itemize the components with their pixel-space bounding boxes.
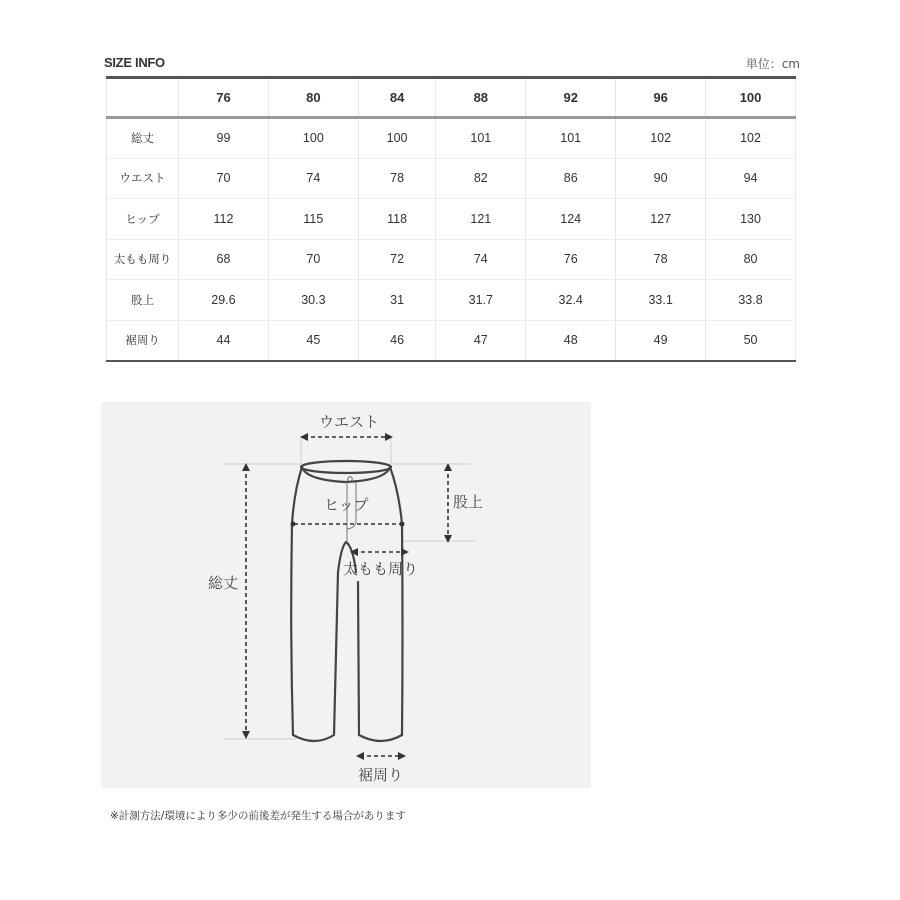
table-cell: 45 (268, 320, 358, 361)
table-cell: 100 (268, 118, 358, 159)
table-cell: 50 (706, 320, 796, 361)
table-cell: 47 (436, 320, 526, 361)
table-cell: 32.4 (526, 280, 616, 321)
table-cell: 102 (706, 118, 796, 159)
table-cell: 121 (436, 199, 526, 240)
hem-label: 裾周り (358, 766, 404, 784)
table-cell: 101 (526, 118, 616, 159)
unit-label: 単位：cm (745, 57, 800, 71)
table-cell: 86 (526, 158, 616, 199)
table-header-cell (107, 78, 179, 118)
table-cell: 78 (358, 158, 436, 199)
table-cell: 99 (179, 118, 269, 159)
table-cell: 94 (706, 158, 796, 199)
table-cell: 118 (358, 199, 436, 240)
table-cell: 74 (268, 158, 358, 199)
size-table (106, 76, 796, 362)
table-cell: 101 (436, 118, 526, 159)
table-row (107, 239, 796, 280)
table-cell: 115 (268, 199, 358, 240)
table-cell: 48 (526, 320, 616, 361)
table-cell: 72 (358, 239, 436, 280)
table-cell: 70 (268, 239, 358, 280)
table-header-cell: 92 (526, 78, 616, 118)
row-label: 股上 (107, 280, 179, 321)
table-cell: 70 (179, 158, 269, 199)
thigh-label: 太もも周り (343, 560, 419, 578)
table-header-cell: 88 (436, 78, 526, 118)
table-cell: 29.6 (179, 280, 269, 321)
hip-label: ヒップ (324, 496, 369, 514)
table-row (107, 158, 796, 199)
table-row (107, 320, 796, 361)
row-label: 総丈 (107, 118, 179, 159)
table-cell: 112 (179, 199, 269, 240)
table-header-cell: 100 (706, 78, 796, 118)
rise-label: 股上 (453, 493, 484, 511)
total-length-label: 総丈 (208, 574, 239, 592)
size-info-header (104, 55, 800, 75)
table-header-cell: 80 (268, 78, 358, 118)
table-cell: 44 (179, 320, 269, 361)
table-cell: 80 (706, 239, 796, 280)
table-row (107, 280, 796, 321)
table-cell: 102 (616, 118, 706, 159)
table-cell: 76 (526, 239, 616, 280)
table-cell: 31.7 (436, 280, 526, 321)
pants-outline-icon (101, 402, 591, 788)
table-cell: 78 (616, 239, 706, 280)
table-cell: 127 (616, 199, 706, 240)
row-label: ウエスト (107, 158, 179, 199)
table-cell: 49 (616, 320, 706, 361)
table-cell: 46 (358, 320, 436, 361)
table-cell: 33.1 (616, 280, 706, 321)
row-label: 太もも周り (107, 239, 179, 280)
table-cell: 30.3 (268, 280, 358, 321)
table-cell: 130 (706, 199, 796, 240)
table-header-cell: 84 (358, 78, 436, 118)
row-label: ヒップ (107, 199, 179, 240)
table-header-row (107, 78, 796, 118)
table-cell: 33.8 (706, 280, 796, 321)
table-cell: 124 (526, 199, 616, 240)
table-cell: 68 (179, 239, 269, 280)
waist-label: ウエスト (319, 413, 380, 431)
table-cell: 31 (358, 280, 436, 321)
size-info-title: SIZE INFO (104, 55, 165, 70)
pants-measurement-diagram (101, 402, 591, 788)
table-row (107, 199, 796, 240)
table-header-cell: 96 (616, 78, 706, 118)
table-row (107, 118, 796, 159)
measurement-note: ※計測方法/環境により多少の前後差が発生する場合があります (110, 810, 406, 822)
row-label: 裾周り (107, 320, 179, 361)
table-cell: 90 (616, 158, 706, 199)
table-cell: 100 (358, 118, 436, 159)
table-header-cell: 76 (179, 78, 269, 118)
table-cell: 74 (436, 239, 526, 280)
table-cell: 82 (436, 158, 526, 199)
